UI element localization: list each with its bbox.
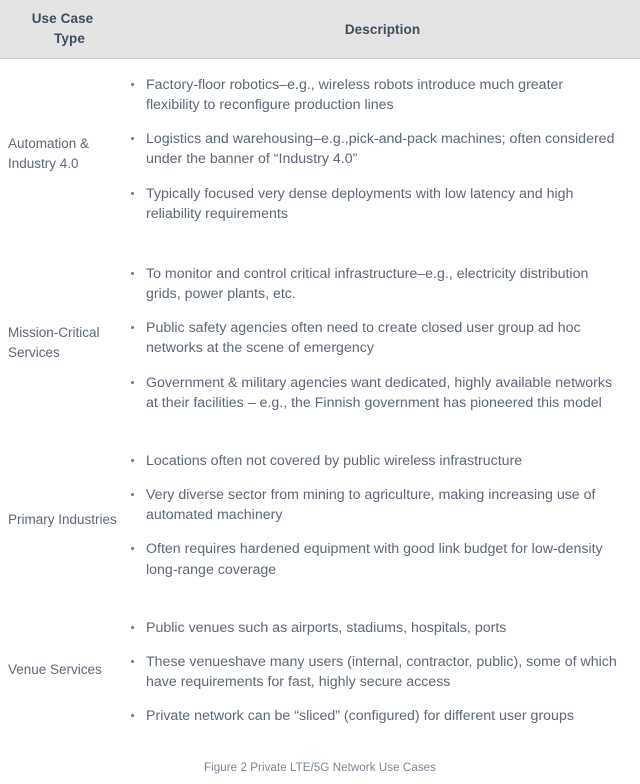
bullet-icon — [131, 192, 134, 195]
row-label-primary-industries: Primary Industries — [8, 512, 117, 527]
bullet-icon — [131, 272, 134, 275]
row-description-primary-industries — [125, 437, 640, 604]
row-description-mission-critical — [125, 250, 640, 437]
bullet-icon — [131, 714, 134, 717]
bullet-icon — [131, 459, 134, 462]
bullet-icon — [131, 626, 134, 629]
bullet-icon — [131, 547, 134, 550]
list-item-text: Locations often not covered by public wireless infrastructure — [146, 452, 523, 469]
list-item — [125, 373, 618, 413]
bullet-list — [125, 75, 618, 224]
column-header-description: Description — [125, 0, 640, 59]
list-item — [125, 539, 618, 579]
list-item-text: Factory-floor robotics–e.g., wireless robots introduce much greater flexibility to reconfigure production lines — [146, 77, 564, 114]
list-item-text: Typically focused very dense deployments with low latency and high reliability requirements — [146, 185, 574, 222]
list-item-text: Public venues such as airports, stadiums, hospitals, ports — [146, 619, 507, 636]
list-item — [125, 75, 618, 115]
bullet-list — [125, 451, 618, 580]
list-item-text: Government & military agencies want dedicated, highly available networks at their facilities – e.g., the Finnish government has pioneered this model — [146, 374, 613, 411]
list-item — [125, 264, 618, 304]
list-item-text: Private network can be “sliced” (configured) for different user groups — [146, 708, 574, 725]
row-description-automation — [125, 59, 640, 250]
row-label-venue-services: Venue Services — [8, 661, 102, 677]
bullet-list — [125, 618, 618, 727]
table-header-row — [0, 0, 640, 59]
row-label-automation: Automation & Industry 4.0 — [8, 135, 90, 172]
table-row — [0, 250, 640, 437]
list-item-text: Very diverse sector from mining to agriculture, making increasing use of automated machinery — [146, 487, 596, 524]
list-item-text: Logistics and warehousing–e.g.,pick-and-pack machines; often considered under the banner of “Industry 4.0” — [146, 131, 615, 168]
table-header — [0, 0, 640, 59]
bullet-icon — [131, 660, 134, 663]
bullet-icon — [131, 83, 134, 86]
column-header-use-case-type-line1: Use Case — [31, 11, 94, 27]
list-item — [125, 318, 618, 358]
column-header-use-case-type-line2: Type — [54, 31, 85, 46]
table-row — [0, 604, 640, 737]
list-item — [125, 184, 618, 224]
list-item — [125, 652, 618, 692]
table-row — [0, 437, 640, 604]
list-item — [125, 129, 618, 169]
figure-caption: Figure 2 Private LTE/5G Network Use Cases — [203, 762, 437, 775]
bullet-icon — [131, 326, 134, 329]
list-item-text: These venueshave many users (internal, contractor, public), some of which have requirements for fast, highly secure access — [146, 653, 617, 690]
list-item — [125, 451, 618, 471]
list-item — [125, 706, 618, 726]
list-item-text: Public safety agencies often need to create closed user group ad hoc networks at the scene of emergency — [146, 320, 581, 357]
table-body — [0, 59, 640, 737]
table-row — [0, 59, 640, 250]
list-item — [125, 618, 618, 638]
bullet-icon — [131, 493, 134, 496]
row-description-venue-services — [125, 604, 640, 737]
bullet-icon — [131, 381, 134, 384]
list-item — [125, 485, 618, 525]
list-item-text: Often requires hardened equipment with good link budget for low-density long-range coverage — [146, 541, 603, 578]
bullet-list — [125, 264, 618, 413]
list-item-text: To monitor and control critical infrastructure–e.g., electricity distribution grids, power plants, etc. — [146, 265, 589, 303]
bullet-icon — [131, 137, 134, 140]
column-header-use-case-type — [0, 0, 125, 59]
row-label-mission-critical: Mission-Critical Services — [8, 324, 100, 361]
